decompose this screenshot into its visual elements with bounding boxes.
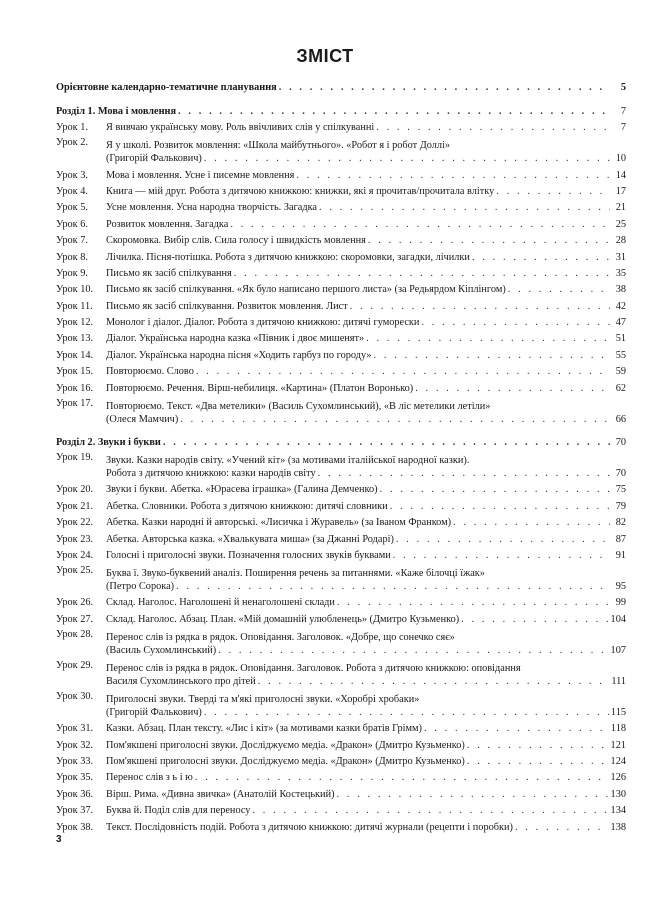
entry-title-text: Абетка. Казки народні й авторські. «Лисичка і Журавель» (за Іваном Франком): [106, 517, 452, 529]
entry-title-text: Монолог і діалог. Діалог. Робота з дитячою книжкою: дитячі гуморески: [106, 317, 420, 329]
entry-title-text: Усне мовлення. Усна народна творчість. Загадка: [106, 202, 317, 214]
page-ref: 38: [615, 284, 626, 296]
entry-title-text: Склад. Наголос. Абзац. План. «Мій домашній улюбленець» (Дмитро Кузьменко): [106, 613, 460, 625]
entry-title-text: Абетка. Словники. Робота з дитячою книжкою: дитячі словники: [106, 500, 388, 512]
entry-title-line: Перенос слів із рядка в рядок. Оповідання. Заголовок. Робота з дитячою книжкою: оповідання: [106, 662, 521, 674]
lesson-number: Урок 9.: [56, 267, 88, 279]
lesson-number: Урок 21.: [56, 500, 94, 512]
toc-lesson-row: [56, 449, 626, 480]
entry-title-text: Орієнтовне календарно-тематичне планування: [56, 82, 277, 94]
entry-title: [106, 821, 611, 834]
page-ref: 70: [615, 437, 626, 449]
entry-title-line: Робота з дитячою книжкою: казки народів світу: [106, 468, 316, 480]
lesson-number: Урок 22.: [56, 517, 94, 529]
page-ref: 25: [615, 218, 626, 230]
entry-title: [106, 739, 611, 752]
toc-lesson-row: [56, 657, 626, 688]
entry-title: [106, 549, 612, 562]
dot-leader: [496, 185, 610, 198]
dot-leader: [337, 596, 610, 609]
entry-title-line: (Петро Сорока): [106, 580, 175, 592]
dot-leader: [380, 483, 610, 496]
entry-title: [106, 251, 612, 264]
dot-leader: [515, 821, 609, 834]
dot-leader: [337, 788, 609, 801]
page-ref: 70: [615, 468, 626, 480]
entry-title-text: Мова і мовлення. Усне і писемне мовлення: [106, 169, 295, 181]
toc-lesson-row: [56, 719, 626, 735]
dot-leader: [424, 722, 609, 735]
entry-title: [106, 483, 612, 496]
dot-leader: [196, 365, 610, 378]
dot-leader: [234, 267, 610, 280]
lesson-number: Урок 24.: [56, 549, 94, 561]
dot-leader: [461, 613, 608, 626]
entry-title: [106, 185, 612, 198]
entry-title: [106, 567, 612, 593]
toc-lesson-row: [56, 165, 626, 181]
entry-title-text: Книга — мій друг. Робота з дитячою книжкою: книжки, які я прочитав/прочитала влітку: [106, 185, 495, 197]
entry-title: [106, 283, 612, 296]
lesson-number: Урок 30.: [56, 690, 94, 702]
toc-lesson-row: [56, 247, 626, 263]
lesson-number: Урок 1.: [56, 122, 88, 134]
entry-title: [106, 316, 612, 329]
entry-title-text: Повторюємо. Слово: [106, 366, 194, 378]
page-ref: 7: [620, 122, 626, 134]
toc-lesson-row: [56, 752, 626, 768]
entry-title-text: Повторюємо. Речення. Вірш-небилиця. «Картина» (Платон Воронько): [106, 382, 414, 394]
entry-title: [106, 693, 611, 719]
dot-leader: [421, 316, 610, 329]
entry-title-text: Перенос слів з ь і ю: [106, 772, 193, 784]
lesson-number: Урок 28.: [56, 628, 94, 640]
table-of-contents: [56, 78, 626, 834]
dot-leader: [176, 580, 610, 593]
toc-lesson-row: [56, 562, 626, 593]
page-ref: 126: [610, 772, 626, 784]
page-ref: 104: [610, 613, 626, 625]
lesson-number: Урок 10.: [56, 284, 94, 296]
toc-lesson-row: [56, 378, 626, 394]
entry-title-line: Звуки. Казки народів світу. «Учений кіт» (за мотивами італійської народної казки).: [106, 455, 470, 467]
lesson-number: Урок 3.: [56, 169, 88, 181]
entry-title-line: (Григорій Фалькович): [106, 706, 202, 718]
lesson-number: Урок 12.: [56, 317, 94, 329]
toc-lesson-row: [56, 784, 626, 800]
toc-lesson-row: [56, 198, 626, 214]
page-ref: 134: [610, 805, 626, 817]
lesson-number: Урок 5.: [56, 202, 88, 214]
toc-lesson-row: [56, 626, 626, 657]
dot-leader: [204, 152, 610, 165]
entry-title: [106, 755, 611, 768]
entry-title: [106, 300, 612, 313]
lesson-number: Урок 7.: [56, 235, 88, 247]
lesson-number: Урок 27.: [56, 613, 94, 625]
toc-lesson-row: [56, 688, 626, 719]
lesson-number: Урок 2.: [56, 137, 88, 149]
page-ref: 66: [615, 413, 626, 425]
dot-leader: [390, 500, 610, 513]
page-ref: 5: [620, 82, 626, 94]
entry-title: [106, 201, 612, 214]
lesson-number: Урок 35.: [56, 772, 94, 784]
entry-title-text: Письмо як засіб спілкування. Розвиток мовлення. Лист: [106, 300, 348, 312]
page-ref: 28: [615, 235, 626, 247]
entry-title: [106, 169, 612, 182]
dot-leader: [180, 413, 610, 426]
page-ref: 121: [610, 739, 626, 751]
entry-title: [106, 454, 612, 480]
entry-title: [106, 218, 612, 231]
page-ref: 55: [615, 349, 626, 361]
page-ref: 118: [610, 723, 626, 735]
page-ref: 99: [615, 597, 626, 609]
entry-title-text: Лічилка. Пісня-потішка. Робота з дитячою книжкою: скоромовки, загадки, лічилки: [106, 251, 470, 263]
entry-title-text: Розділ 2. Звуки і букви: [56, 437, 161, 449]
toc-lesson-row: [56, 609, 626, 625]
toc-lesson-row: [56, 296, 626, 312]
toc-lesson-row: [56, 182, 626, 198]
entry-title: [106, 267, 612, 280]
toc-lesson-row: [56, 735, 626, 751]
lesson-number: Урок 16.: [56, 382, 94, 394]
dot-leader: [350, 300, 610, 313]
page-ref: 10: [615, 153, 626, 165]
lesson-number: Урок 15.: [56, 366, 94, 378]
entry-title: [106, 382, 612, 395]
lesson-number: Урок 4.: [56, 185, 88, 197]
lesson-number: Урок 36.: [56, 788, 94, 800]
entry-title-text: Текст. Послідовність подій. Робота з дитячою книжкою: дитячі журнали (рецепти і поробки): [106, 821, 513, 833]
page-ref: 59: [615, 366, 626, 378]
entry-title-text: Голосні і приголосні звуки. Позначення голосних звуків буквами: [106, 549, 391, 561]
page-ref: 42: [615, 300, 626, 312]
dot-leader: [467, 755, 609, 768]
toc-lesson-row: [56, 529, 626, 545]
entry-title: [56, 436, 612, 449]
entry-title: [106, 234, 612, 247]
dot-leader: [230, 218, 610, 231]
entry-title: [106, 139, 612, 165]
entry-title: [106, 365, 612, 378]
dot-leader: [415, 382, 610, 395]
dot-leader: [178, 105, 610, 118]
entry-title-line: Василя Сухомлинського про дітей: [106, 675, 256, 687]
entry-title: [106, 662, 611, 688]
entry-title-text: Буква й. Поділ слів для переносу: [106, 805, 251, 817]
page-ref: 107: [610, 644, 626, 656]
entry-title: [106, 804, 611, 817]
lesson-number: Урок 20.: [56, 484, 94, 496]
entry-title-text: Розділ 1. Мова і мовлення: [56, 105, 177, 117]
toc-lesson-row: [56, 817, 626, 833]
lesson-number: Урок 38.: [56, 821, 94, 833]
page-title: ЗМІСТ: [296, 46, 354, 66]
entry-title: [106, 788, 611, 801]
page-ref: 51: [615, 333, 626, 345]
entry-title: [106, 121, 612, 134]
dot-leader: [195, 771, 609, 784]
entry-title: [106, 516, 612, 529]
entry-title-text: Я вивчаю українську мову. Роль ввічливих слів у спілкуванні: [106, 122, 375, 134]
dot-leader: [163, 436, 610, 449]
lesson-number: Урок 13.: [56, 333, 94, 345]
lesson-number: Урок 29.: [56, 659, 94, 671]
lesson-number: Урок 26.: [56, 597, 94, 609]
toc-lesson-row: [56, 395, 626, 426]
entry-title-text: Звуки і букви. Абетка. «Юрасева іграшка» (Галина Демченко): [106, 484, 378, 496]
entry-title: [106, 771, 611, 784]
entry-title-line: Буква ї. Звуко-буквений аналіз. Поширення речень за питаннями. «Каже білочці їжак»: [106, 567, 485, 579]
dot-leader: [319, 201, 610, 214]
lesson-number: Урок 32.: [56, 739, 94, 751]
entry-title: [106, 332, 612, 345]
toc-lesson-row: [56, 118, 626, 134]
dot-leader: [296, 169, 610, 182]
lesson-number: Урок 19.: [56, 452, 94, 464]
dot-leader: [508, 283, 610, 296]
entry-title: [106, 349, 612, 362]
entry-title-text: Письмо як засіб спілкування: [106, 267, 232, 279]
dot-leader: [204, 706, 609, 719]
entry-title-line: Перенос слів із рядка в рядок. Оповідання. Заголовок. «Добре, що сонечко сяє»: [106, 631, 455, 643]
page-ref: 138: [610, 821, 626, 833]
toc-section-row: [56, 101, 626, 117]
entry-title: [106, 533, 612, 546]
toc-lesson-row: [56, 513, 626, 529]
page-ref: 130: [610, 788, 626, 800]
page-ref: 17: [615, 185, 626, 197]
entry-title-text: Пом'якшені приголосні звуки. Досліджуємо медіа. «Дракон» (Дмитро Кузьменко): [106, 755, 465, 767]
dot-leader: [374, 349, 610, 362]
toc-top-row: [56, 78, 626, 94]
page-ref: 79: [615, 500, 626, 512]
page-ref: 14: [615, 169, 626, 181]
entry-title-text: Пом'якшені приголосні звуки. Досліджуємо медіа. «Дракон» (Дмитро Кузьменко): [106, 739, 465, 751]
toc-lesson-row: [56, 345, 626, 361]
page-ref: 91: [615, 549, 626, 561]
entry-title: [56, 81, 612, 94]
lesson-number: Урок 31.: [56, 723, 94, 735]
toc-lesson-row: [56, 264, 626, 280]
page-ref: 95: [615, 580, 626, 592]
entry-title: [106, 500, 612, 513]
entry-title: [106, 722, 611, 735]
page-ref: 111: [611, 675, 626, 687]
toc-lesson-row: [56, 214, 626, 230]
lesson-number: Урок 14.: [56, 349, 94, 361]
dot-leader: [368, 234, 610, 247]
dot-leader: [396, 533, 610, 546]
page-ref: 35: [615, 267, 626, 279]
page-ref: 62: [615, 382, 626, 394]
page-ref: 31: [615, 251, 626, 263]
dot-leader: [472, 251, 610, 264]
dot-leader: [366, 332, 610, 345]
entry-title-text: Скоромовка. Вибір слів. Сила голосу і швидкість мовлення: [106, 235, 366, 247]
entry-title-text: Казки. Абзац. План тексту. «Лис і кіт» (за мотивами казки братів Грімм): [106, 723, 422, 735]
entry-title-text: Діалог. Українська народна казка «Півник і двоє мишенят»: [106, 333, 365, 345]
page-ref: 87: [615, 533, 626, 545]
toc-lesson-row: [56, 546, 626, 562]
dot-leader: [252, 804, 608, 817]
page-ref: 47: [615, 317, 626, 329]
dot-leader: [393, 549, 610, 562]
entry-title: [106, 631, 611, 657]
dot-leader: [279, 81, 610, 94]
entry-title-text: Розвиток мовлення. Загадка: [106, 218, 229, 230]
dot-leader: [467, 739, 609, 752]
toc-lesson-row: [56, 496, 626, 512]
dot-leader: [318, 467, 610, 480]
lesson-number: Урок 33.: [56, 755, 94, 767]
page-ref: 115: [610, 706, 626, 718]
page-ref: 21: [615, 202, 626, 214]
dot-leader: [453, 516, 610, 529]
entry-title: [106, 400, 612, 426]
entry-title-text: Вірш. Рима. «Дивна звичка» (Анатолій Костецький): [106, 788, 335, 800]
toc-lesson-row: [56, 329, 626, 345]
lesson-number: Урок 25.: [56, 564, 94, 576]
lesson-number: Урок 11.: [56, 300, 93, 312]
page-ref: 7: [620, 105, 626, 117]
entry-title-line: (Григорій Фалькович): [106, 153, 202, 165]
entry-title-line: Повторюємо. Текст. «Два метелики» (Василь Сухомлинський), «В ліс метелики летіли»: [106, 400, 491, 412]
entry-title-text: Діалог. Українська народна пісня «Ходить гарбуз по городу»: [106, 349, 372, 361]
page-number: 3: [56, 834, 62, 845]
lesson-number: Урок 6.: [56, 218, 88, 230]
toc-lesson-row: [56, 362, 626, 378]
lesson-number: Урок 37.: [56, 805, 94, 817]
entry-title-text: Письмо як засіб спілкування. «Як було написано першого листа» (за Редьярдом Кіплінгом): [106, 284, 506, 296]
toc-lesson-row: [56, 134, 626, 165]
page-ref: 82: [615, 517, 626, 529]
toc-lesson-row: [56, 231, 626, 247]
toc-lesson-row: [56, 801, 626, 817]
entry-title-line: (Олеся Мамчич): [106, 413, 179, 425]
dot-leader: [218, 644, 608, 657]
entry-title-line: (Василь Сухомлинський): [106, 644, 217, 656]
entry-title: [106, 613, 611, 626]
entry-title-text: Склад. Наголос. Наголошені й ненаголошені склади: [106, 597, 335, 609]
entry-title-line: Приголосні звуки. Тверді та м'які приголосні звуки. «Хоробрі хробаки»: [106, 693, 420, 705]
toc-lesson-row: [56, 593, 626, 609]
lesson-number: Урок 23.: [56, 533, 94, 545]
toc-lesson-row: [56, 768, 626, 784]
entry-title: [106, 596, 612, 609]
toc-lesson-row: [56, 313, 626, 329]
entry-title: [56, 105, 612, 118]
entry-title-text: Абетка. Авторська казка. «Хвалькувата миша» (за Джанні Родарі): [106, 533, 394, 545]
toc-lesson-row: [56, 480, 626, 496]
page-ref: 124: [610, 755, 626, 767]
lesson-number: Урок 8.: [56, 251, 88, 263]
page-ref: 75: [615, 484, 626, 496]
toc-section-row: [56, 433, 626, 449]
toc-lesson-row: [56, 280, 626, 296]
dot-leader: [258, 675, 610, 688]
lesson-number: Урок 17.: [56, 397, 94, 409]
dot-leader: [376, 121, 610, 134]
entry-title-line: Я у школі. Розвиток мовлення: «Школа майбутнього». «Робот я і робот Доллі»: [106, 140, 451, 152]
